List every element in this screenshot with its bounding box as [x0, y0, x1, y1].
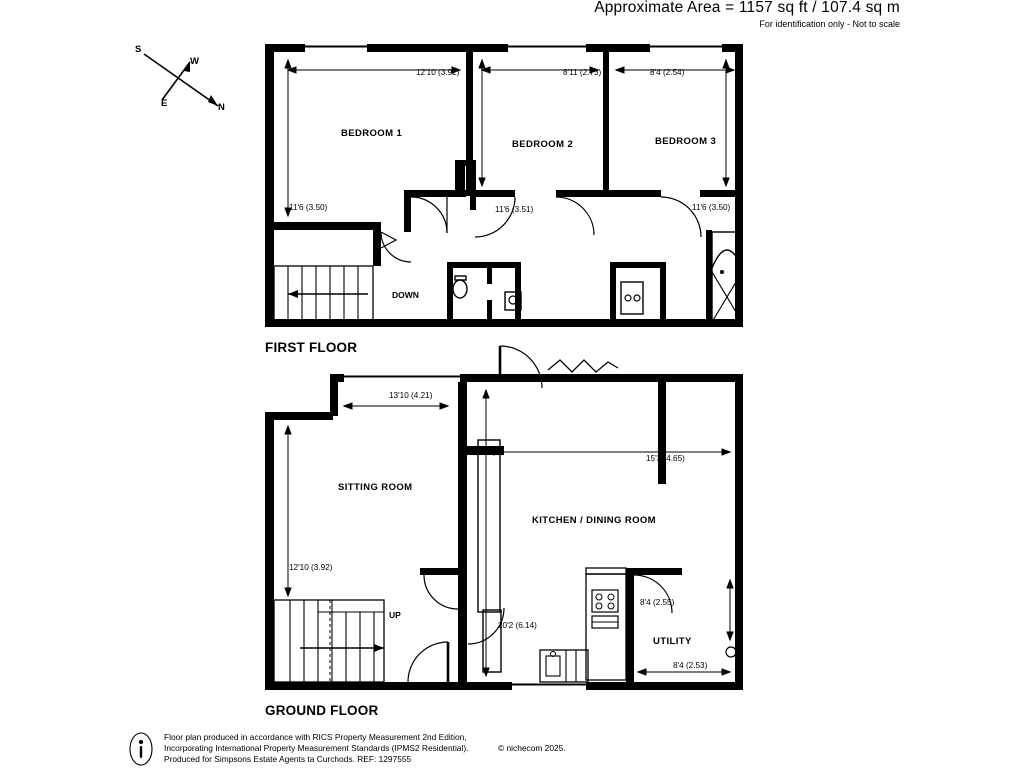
dimension-utility-width: 8'4 (2.53): [673, 661, 708, 670]
compass-label-s: S: [135, 44, 142, 55]
ground-floor-label: GROUND FLOOR: [265, 703, 379, 718]
footer-text-line-3: Produced for Simpsons Estate Agents ta Curchods. REF: 1297555: [164, 754, 412, 764]
first-floor-label: FIRST FLOOR: [265, 340, 358, 355]
compass-label-w: W: [190, 56, 199, 67]
footer: [128, 730, 948, 770]
dimension-bedroom-3-depth: 11'6 (3.50): [692, 203, 731, 212]
room-label-kitchen-dining: KITCHEN / DINING ROOM: [532, 515, 656, 526]
info-icon: [128, 732, 154, 771]
footer-text-line-2: Incorporating International Property Measurement Standards (IPMS2 Residential).: [164, 743, 469, 753]
room-label-bedroom-1: BEDROOM 1: [341, 128, 403, 139]
approximate-area-text: Approximate Area = 1157 sq ft / 107.4 sq m: [594, 0, 900, 16]
dimension-bedroom-2-width: 8'11 (2.73): [563, 68, 602, 77]
footer-text-line-1: Floor plan produced in accordance with RICS Property Measurement 2nd Edition,: [164, 732, 467, 742]
compass-label-n: N: [218, 102, 225, 113]
dimension-kitchen-width: 15'3 (4.65): [646, 454, 685, 463]
room-label-utility: UTILITY: [653, 636, 692, 647]
dimension-bedroom-1-depth: 11'6 (3.50): [289, 203, 328, 212]
dimension-bedroom-1-width: 12'10 (3.92): [416, 68, 460, 77]
room-label-bedroom-3: BEDROOM 3: [655, 136, 717, 147]
dimension-bedroom-2-depth: 11'6 (3.51): [495, 205, 534, 214]
stair-direction-up: UP: [389, 610, 401, 620]
stair-direction-down: DOWN: [392, 290, 419, 300]
footer-copyright: © nichecom 2025.: [498, 743, 566, 753]
dimension-sitting-room-width: 13'10 (4.21): [389, 391, 433, 400]
identification-note-text: For identification only - Not to scale: [759, 19, 900, 29]
dimension-kitchen-depth: 20'2 (6.14): [498, 621, 537, 630]
dimension-bedroom-3-width: 8'4 (2.54): [650, 68, 685, 77]
dimension-sitting-room-depth: 12'10 (3.92): [289, 563, 333, 572]
compass-label-e: E: [161, 98, 168, 109]
room-label-sitting-room: SITTING ROOM: [338, 482, 413, 493]
room-label-bedroom-2: BEDROOM 2: [512, 139, 574, 150]
dimension-utility-depth: 8'4 (2.55): [640, 598, 675, 607]
